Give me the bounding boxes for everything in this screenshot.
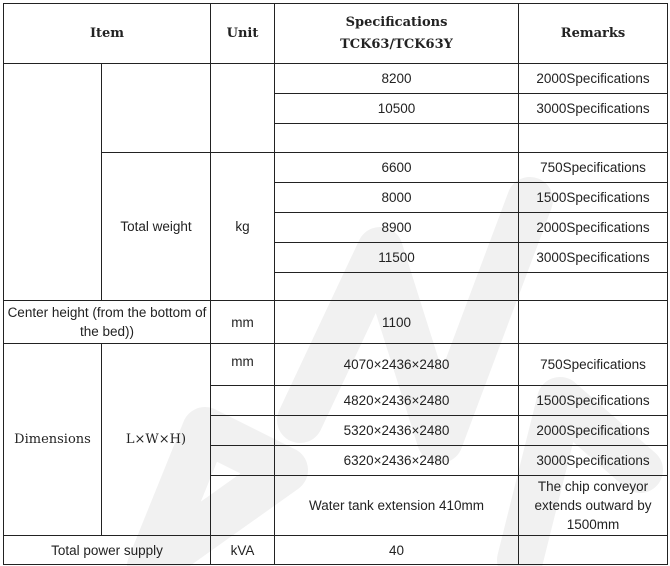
header-remarks: Remarks	[519, 4, 668, 64]
table-row	[4, 536, 668, 565]
header-row	[4, 4, 668, 64]
dimensions-unit: mm	[211, 344, 275, 386]
spec-value: 6320×2436×2480	[275, 446, 519, 476]
spec-value: Water tank extension 410mm	[275, 476, 519, 536]
spec-value: 4070×2436×2480	[275, 344, 519, 386]
spec-value: 4820×2436×2480	[275, 386, 519, 416]
power-supply-unit: kVA	[211, 536, 275, 565]
power-supply-label: Total power supply	[4, 536, 211, 565]
spec-value: 10500	[275, 94, 519, 124]
remark-value: 1500Specifications	[519, 183, 668, 213]
dimensions-unit-empty	[211, 386, 275, 416]
remark-value: 750Specifications	[519, 344, 668, 386]
remark-value: The chip conveyor extends outward by 1500mm	[519, 476, 668, 536]
dimensions-unit-empty	[211, 476, 275, 536]
spec-value: 5320×2436×2480	[275, 416, 519, 446]
header-item: Item	[4, 4, 211, 64]
weight-upper-unit-cell	[211, 64, 275, 153]
remark-value: 3000Specifications	[519, 243, 668, 273]
remark-value: 3000Specifications	[519, 94, 668, 124]
weight-upper-label-cell	[102, 64, 211, 153]
spec-value: 8000	[275, 183, 519, 213]
total-weight-label: Total weight	[102, 153, 211, 301]
table-row	[4, 64, 668, 94]
spec-value: 6600	[275, 153, 519, 183]
dimensions-unit-empty	[211, 446, 275, 476]
remark-value: 3000Specifications	[519, 446, 668, 476]
header-specifications	[275, 4, 519, 64]
remark-value: 1500Specifications	[519, 386, 668, 416]
remark-value	[519, 124, 668, 153]
remark-value: 2000Specifications	[519, 213, 668, 243]
spec-value	[275, 124, 519, 153]
spec-value: 8200	[275, 64, 519, 94]
remark-value: 2000Specifications	[519, 416, 668, 446]
power-supply-value: 40	[275, 536, 519, 565]
spec-value: 11500	[275, 243, 519, 273]
remark-value	[519, 273, 668, 301]
specifications-table	[3, 3, 668, 565]
center-height-value: 1100	[275, 301, 519, 344]
center-height-label: Center height (from the bottom of the bed))	[4, 301, 211, 344]
remark-value: 2000Specifications	[519, 64, 668, 94]
table-row	[4, 153, 668, 183]
remark-value: 750Specifications	[519, 153, 668, 183]
dimensions-label: Dimensions	[4, 344, 102, 536]
center-height-remark	[519, 301, 668, 344]
dimensions-unit-empty	[211, 416, 275, 446]
spec-value: 8900	[275, 213, 519, 243]
header-unit: Unit	[211, 4, 275, 64]
dimensions-sublabel: L×W×H)	[102, 344, 211, 536]
center-height-unit: mm	[211, 301, 275, 344]
header-spec-model: TCK63/TCK63Y	[340, 36, 453, 52]
spec-value	[275, 273, 519, 301]
weight-section-outer-cell	[4, 64, 102, 301]
total-weight-unit: kg	[211, 153, 275, 301]
table-row	[4, 344, 668, 386]
header-spec-title: Specifications	[345, 14, 448, 30]
power-supply-remark	[519, 536, 668, 565]
table-row	[4, 301, 668, 344]
